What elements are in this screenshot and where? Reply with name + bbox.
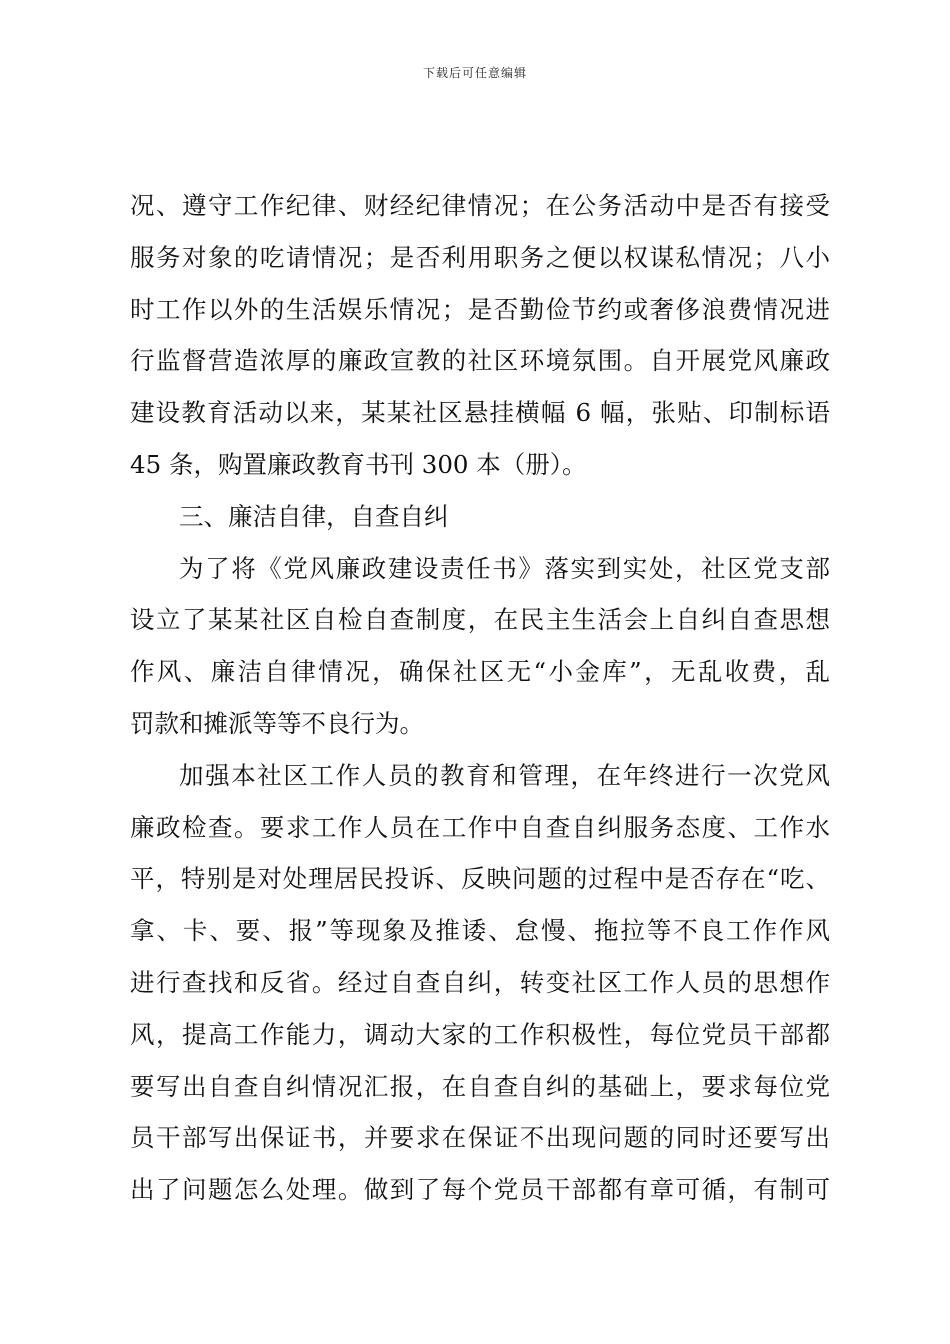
text-line: 服务对象的吃请情况；是否利用职务之便以权谋私情况；八小	[130, 242, 830, 272]
paragraph-1	[130, 180, 830, 491]
text-line: 平，特别是对处理居民投诉、反映问题的过程中是否存在“吃、	[130, 864, 830, 894]
text-line: 风，提高工作能力，调动大家的工作积极性，每位党员干部都	[130, 1019, 830, 1049]
text-line: 作风、廉洁自律情况，确保社区无“小金库”，无乱收费，乱	[130, 657, 830, 687]
text-line: 加强本社区工作人员的教育和管理，在年终进行一次党风	[179, 760, 830, 790]
document-body	[130, 180, 830, 1216]
text-line: 拿、卡、要、报”等现象及推诿、怠慢、拖拉等不良工作作风	[130, 916, 830, 946]
text-line: 廉政检查。要求工作人员在工作中自查自纠服务态度、工作水	[130, 812, 830, 842]
text-line: 员干部写出保证书，并要求在保证不出现问题的同时还要写出	[130, 1123, 830, 1153]
text-line: 45 条，购置廉政教育书刊 300 本（册）。	[130, 449, 587, 479]
section-heading	[130, 491, 830, 543]
section-heading-text: 三、廉洁自律，自查自纠	[179, 501, 449, 531]
text-line: 况、遵守工作纪律、财经纪律情况；在公务活动中是否有接受	[130, 191, 830, 220]
page-header: 下载后可任意编辑	[422, 66, 527, 80]
text-line: 行监督营造浓厚的廉政宣教的社区环境氛围。自开展党风廉政	[130, 346, 830, 376]
paragraph-3	[130, 543, 830, 750]
text-line: 设立了某某社区自检自查制度，在民主生活会上自纠自查思想	[130, 605, 830, 635]
text-line: 建设教育活动以来，某某社区悬挂横幅 6 幅，张贴、印制标语	[130, 398, 830, 428]
text-line: 罚款和摊派等等不良行为。	[130, 708, 424, 738]
text-line: 为了将《党风廉政建设责任书》落实到实处，社区党支部	[179, 553, 830, 583]
paragraph-4	[130, 750, 830, 1216]
text-line: 出了问题怎么处理。做到了每个党员干部都有章可循，有制可	[130, 1175, 830, 1205]
text-line: 要写出自查自纠情况汇报，在自查自纠的基础上，要求每位党	[130, 1071, 830, 1101]
text-line: 进行查找和反省。经过自查自纠，转变社区工作人员的思想作	[130, 967, 830, 997]
text-line: 时工作以外的生活娱乐情况；是否勤俭节约或奢侈浪费情况进	[130, 294, 830, 324]
